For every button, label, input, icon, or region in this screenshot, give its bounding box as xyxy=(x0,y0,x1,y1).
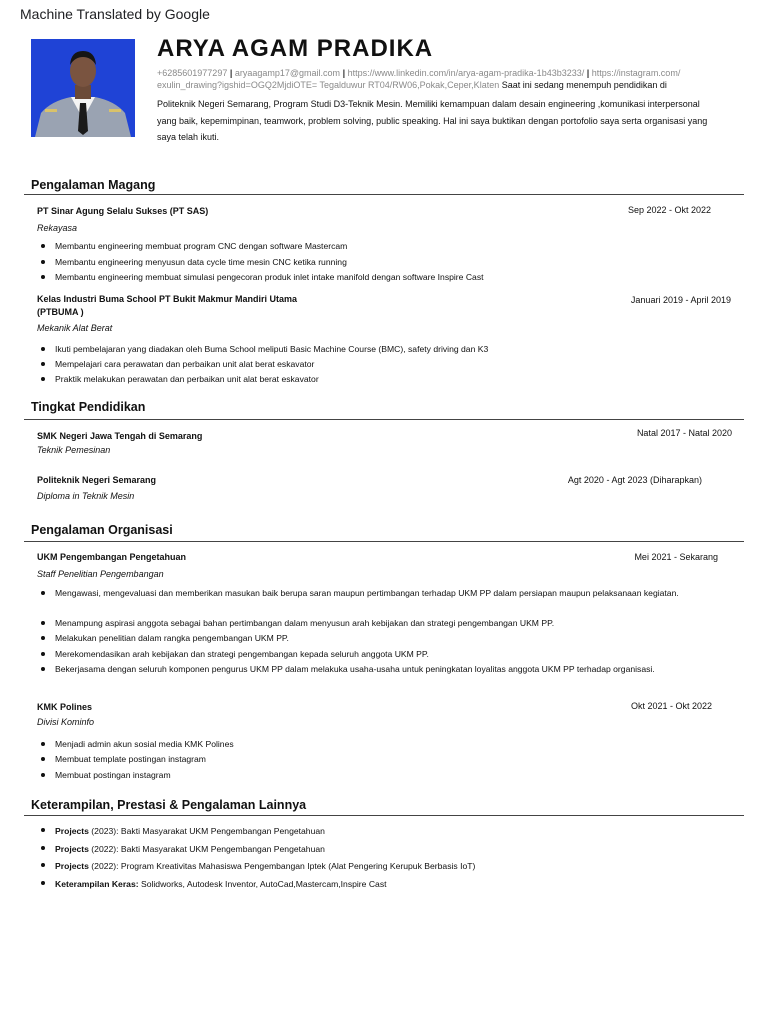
list-item: Membuat template postingan instagram xyxy=(37,752,747,767)
org-line-1: Kelas Industri Buma School PT Bukit Makmur Mandiri Utama xyxy=(37,294,298,304)
list-item: Merekomendasikan arah kebijakan dan strategi pengembangan kepada seluruh anggota UKM PP. xyxy=(37,647,747,662)
section-divider xyxy=(24,541,744,542)
organization-name: KMK Polines xyxy=(37,702,93,712)
profile-photo xyxy=(31,39,135,137)
instagram-link-part2[interactable]: exulin_drawing?igshid=OGQ2MjdiOTE= xyxy=(157,80,318,90)
organization-bullets xyxy=(37,737,747,783)
list-item: Membuat postingan instagram xyxy=(37,768,747,783)
section-title-skills: Keterampilan, Prestasi & Pengalaman Lainnya xyxy=(31,798,307,812)
instagram-link-part1[interactable]: https://instagram.com/ xyxy=(591,68,681,78)
internship-date: Sep 2022 - Okt 2022 xyxy=(627,205,711,215)
list-item: Projects (2022): Program Kreativitas Mahasiswa Pengembangan Iptek (Alat Pengering Kerupuk Berbasis IoT) xyxy=(37,858,747,876)
list-item: Melakukan penelitian dalam rangka pengembangan UKM PP. xyxy=(37,631,747,646)
section-title-organization: Pengalaman Organisasi xyxy=(31,523,173,537)
skills-list xyxy=(37,823,747,893)
list-item: Membantu engineering menyusun data cycle time mesin CNC ketika running xyxy=(37,255,747,271)
intro-line-2: yang baik, kepemimpinan, teamwork, problem solving, public speaking. Hal ini saya buktikan dengan portofolio saya serta organisasi yang xyxy=(157,116,708,126)
section-divider xyxy=(24,419,744,420)
internship-org: PT Sinar Agung Selalu Sukses (PT SAS) xyxy=(37,206,209,216)
list-item: Menampung aspirasi anggota sebagai bahan pertimbangan dalam menyusun arah kebijakan dan strategi pengembangan UKM PP. xyxy=(37,616,747,631)
list-item: Menjadi admin akun sosial media KMK Polines xyxy=(37,737,747,752)
organization-name: UKM Pengembangan Pengetahuan xyxy=(37,552,187,562)
list-item: Projects (2022): Bakti Masyarakat UKM Pengembangan Pengetahuan xyxy=(37,841,747,859)
phone-number: +6285601977297 xyxy=(157,68,228,78)
org-line-2: (PTBUMA ) xyxy=(37,307,84,317)
list-item: Mempelajari cara perawatan dan perbaikan unit alat berat eskavator xyxy=(37,357,747,372)
organization-date: Okt 2021 - Okt 2022 xyxy=(630,701,712,711)
section-divider xyxy=(24,194,744,195)
organization-bullets xyxy=(37,586,747,601)
list-item: Ikuti pembelajaran yang diadakan oleh Buma School meliputi Basic Machine Course (BMC), safety driving dan K3 xyxy=(37,342,747,357)
list-item: Bekerjasama dengan seluruh komponen pengurus UKM PP dalam melakuka usaha-usaha untuk peningkatan loyalitas anggota UKM PP terhadap organisasi. xyxy=(37,662,747,677)
education-school: Politeknik Negeri Semarang xyxy=(37,475,157,485)
section-divider xyxy=(24,815,744,816)
organization-role: Staff Penelitian Pengembangan xyxy=(37,569,164,579)
contact-block: +6285601977297 | aryaagamp17@gmail.com | https://www.linkedin.com/in/arya-agam-pradika-1b43b3233/ | https://instagram.com/ exulin_drawing?igshid=OGQ2MjdiOTE= Tegalduwur RT04/RW06,Pokak,Ceper,Klaten Saat ini sedang menempuh pendidikan di xyxy=(157,68,681,90)
internship-org xyxy=(37,293,297,319)
internship-bullets xyxy=(37,239,747,286)
organization-role: Divisi Kominfo xyxy=(37,717,95,727)
organization-bullets xyxy=(37,616,747,677)
education-major: Teknik Pemesinan xyxy=(37,445,111,455)
list-item: Projects (2023): Bakti Masyarakat UKM Pengembangan Pengetahuan xyxy=(37,823,747,841)
organization-date: Mei 2021 - Sekarang xyxy=(634,552,718,562)
section-title-internship: Pengalaman Magang xyxy=(31,178,156,192)
intro-start: Saat ini sedang menempuh pendidikan di xyxy=(501,80,667,90)
email-link[interactable]: aryaagamp17@gmail.com xyxy=(234,68,341,78)
education-date: Agt 2020 - Agt 2023 (Diharapkan) xyxy=(567,475,702,485)
list-item: Mengawasi, mengevaluasi dan memberikan masukan baik berupa saran maupun pertimbangan terhadap UKM PP dalam persiapan maupun pelaksanaan kegiatan. xyxy=(37,586,747,601)
list-item: Membantu engineering membuat simulasi pengecoran produk inlet intake manifold dengan software Inspire Cast xyxy=(37,270,747,286)
list-item: Praktik melakukan perawatan dan perbaikan unit alat berat eskavator xyxy=(37,372,747,387)
list-item: Membantu engineering membuat program CNC dengan software Mastercam xyxy=(37,239,747,255)
linkedin-link[interactable]: https://www.linkedin.com/in/arya-agam-pradika-1b43b3233/ xyxy=(347,68,585,78)
education-major: Diploma in Teknik Mesin xyxy=(37,491,135,501)
intro-line-3: saya telah ikuti. xyxy=(157,132,220,142)
education-date: Natal 2017 - Natal 2020 xyxy=(636,428,732,438)
internship-role: Rekayasa xyxy=(37,223,78,233)
intro-line-1: Politeknik Negeri Semarang, Program Studi D3-Teknik Mesin. Memiliki kemampuan dalam desain engineering ,komunikasi interpersonal xyxy=(157,99,700,109)
internship-date: Januari 2019 - April 2019 xyxy=(630,295,731,305)
education-school: SMK Negeri Jawa Tengah di Semarang xyxy=(37,431,203,441)
machine-translation-banner: Machine Translated by Google xyxy=(20,6,210,22)
address: Tegalduwur RT04/RW06,Pokak,Ceper,Klaten xyxy=(319,80,500,90)
internship-bullets xyxy=(37,342,747,388)
list-item: Keterampilan Keras: Solidworks, Autodesk Inventor, AutoCad,Mastercam,Inspire Cast xyxy=(37,876,747,894)
section-title-education: Tingkat Pendidikan xyxy=(31,400,146,414)
candidate-name: ARYA AGAM PRADIKA xyxy=(157,35,434,62)
internship-role: Mekanik Alat Berat xyxy=(37,323,113,333)
